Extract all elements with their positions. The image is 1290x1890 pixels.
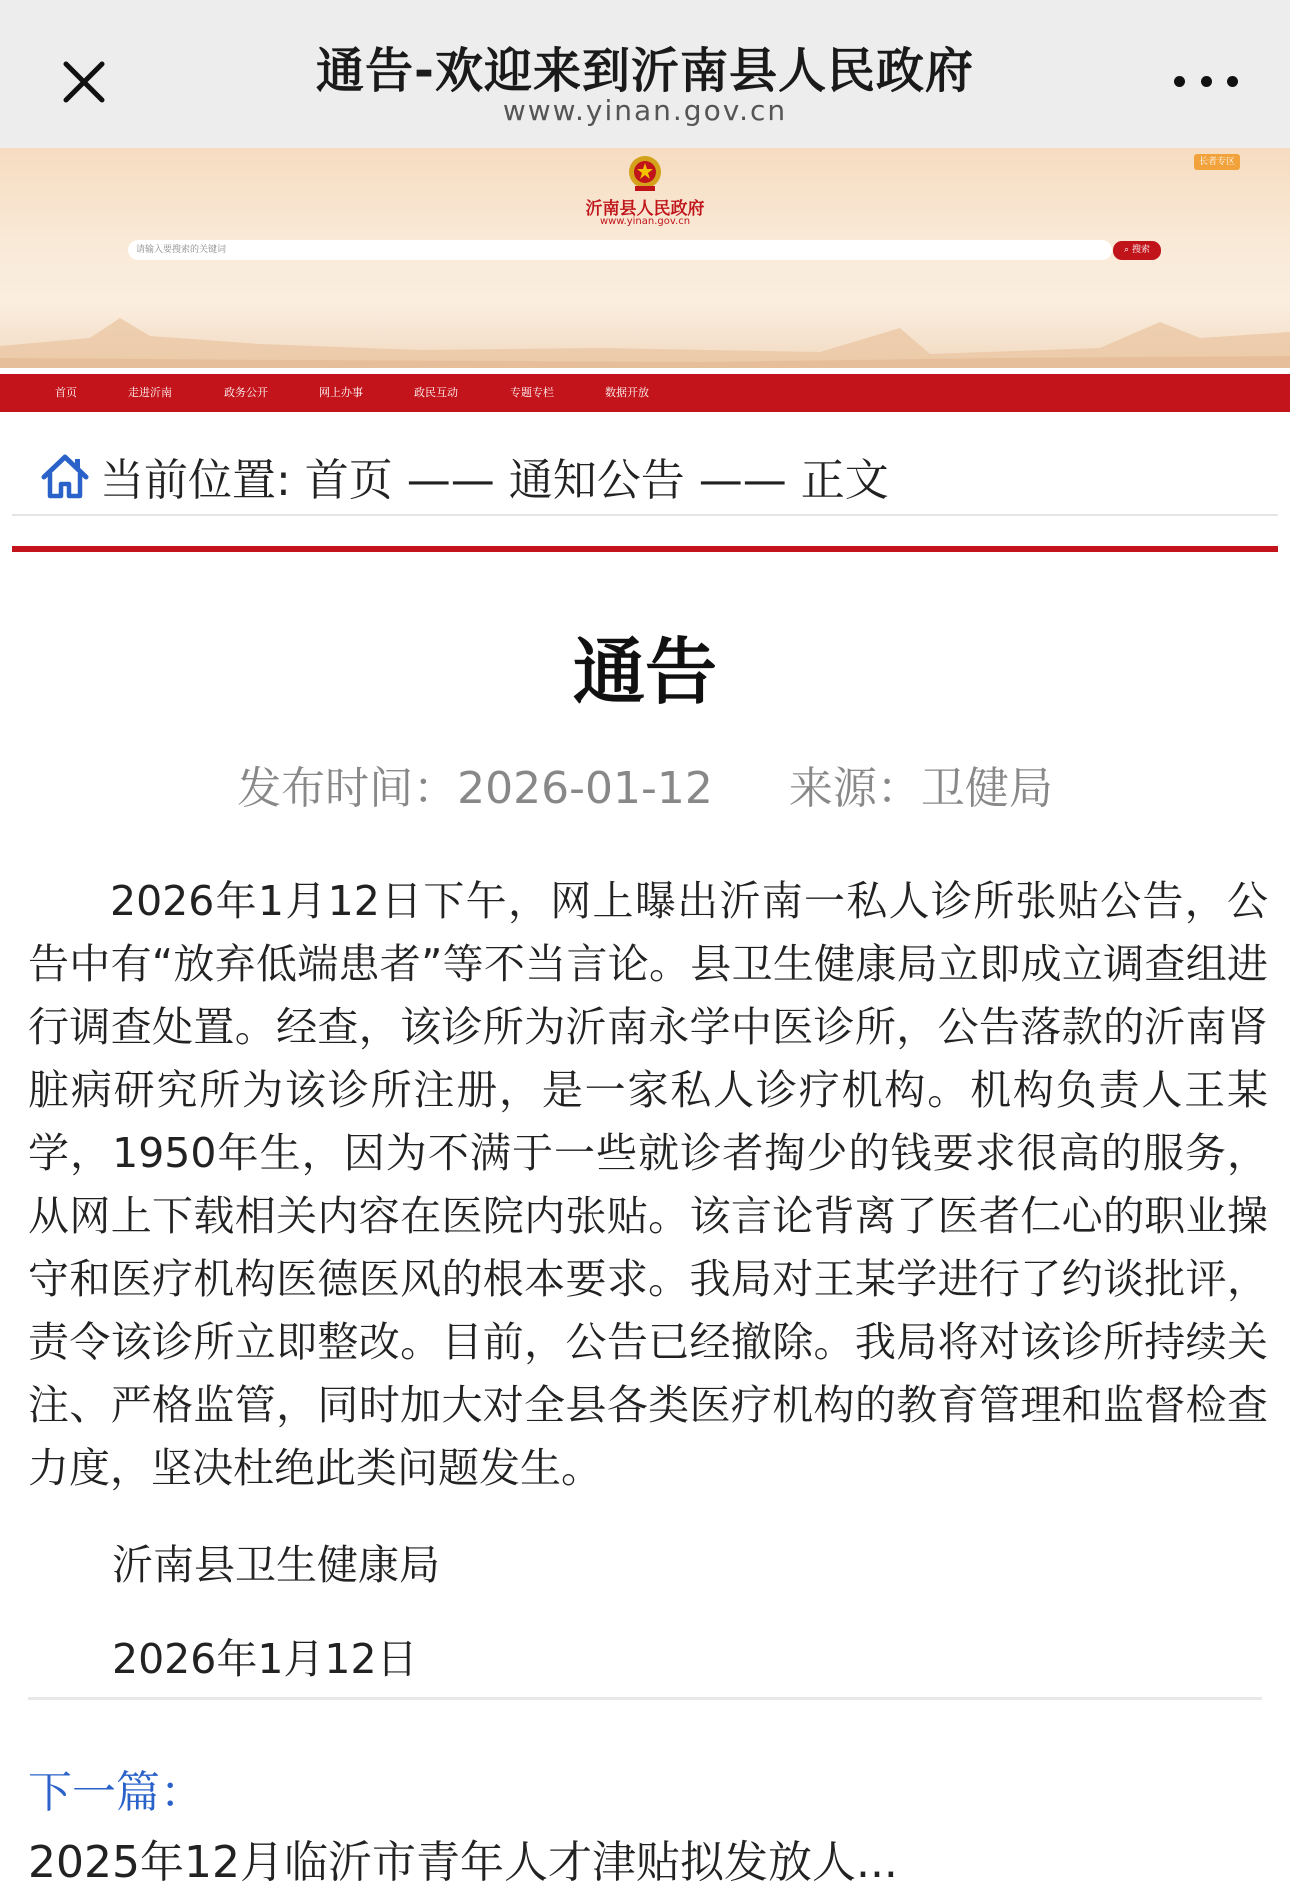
search-icon: ⌕ (1124, 245, 1130, 255)
national-emblem-icon (627, 154, 663, 192)
page-url: www.yinan.gov.cn (502, 94, 788, 127)
article-date: 2026年1月12日 (112, 1635, 418, 1683)
nav-item-online-service[interactable]: 网上办事 (319, 386, 363, 399)
breadcrumb (40, 448, 889, 504)
main-nav (0, 374, 1290, 412)
home-icon[interactable] (40, 453, 90, 499)
search-input[interactable]: 请输入要搜索的关键词 (128, 240, 1112, 260)
more-dots-icon (1174, 76, 1238, 87)
banner-scenery (0, 288, 1290, 368)
nav-item-gov-affairs[interactable]: 政务公开 (224, 386, 268, 399)
nav-item-about[interactable]: 走进沂南 (128, 386, 172, 399)
breadcrumb-divider (12, 514, 1278, 516)
browser-top-bar (0, 0, 1290, 148)
page-title: 通告-欢迎来到沂南县人民政府 (316, 43, 974, 99)
article-meta (0, 752, 1290, 816)
site-banner (0, 148, 1290, 368)
article-bottom-divider (28, 1697, 1262, 1700)
nav-item-topics[interactable]: 专题专栏 (510, 386, 554, 399)
article-body: 2026年1月12日下午，网上曝出沂南一私人诊所张贴公告，公告中有“放弃低端患者”等不当言论。县卫生健康局立即成立调查组进行调查处置。经查，该诊所为沂南永学中医诊所，公告落款的沂南肾脏病研究所为该诊所注册，是一家私人诊疗机构。机构负责人王某学，1950年生，因为不满于一些就诊者掏少的钱要求很高的服务，从网上下载相关内容在医院内张贴。该言论背离了医者仁心的职业操守和医疗机构医德医风的根本要求。我局对王某学进行了约谈批评，责令该诊所立即整改。目前，公告已经撤除。我局将对该诊所持续关注、严格监管，同时加大对全县各类医疗机构的教育管理和监督检查力度，坚决杜绝此类问题发生。 (28, 877, 1268, 1492)
site-url: www.yinan.gov.cn (599, 216, 691, 227)
nav-item-home[interactable]: 首页 (55, 386, 77, 399)
article-source: 来源：卫健局 (788, 763, 1053, 814)
breadcrumb-text: 当前位置: 首页 —— 通知公告 —— 正文 (100, 455, 889, 506)
more-button[interactable] (1174, 66, 1238, 96)
article-top-rule (12, 546, 1278, 552)
next-article-link[interactable]: 2025年12月临沂市青年人才津贴拟发放人... (28, 1837, 898, 1888)
publish-time: 发布时间：2026-01-12 (237, 763, 713, 814)
article-signature: 沂南县卫生健康局 (112, 1541, 440, 1589)
next-article-label: 下一篇： (28, 1767, 204, 1818)
search-button-label: 搜索 (1131, 245, 1150, 255)
nav-item-open-data[interactable]: 数据开放 (605, 386, 649, 399)
site-name: 沂南县人民政府 (585, 199, 705, 219)
article-title: 通告 (572, 630, 717, 714)
nav-item-interaction[interactable]: 政民互动 (414, 386, 458, 399)
elder-mode-button[interactable]: 长者专区 (1194, 154, 1240, 170)
search-button[interactable] (1113, 241, 1161, 260)
